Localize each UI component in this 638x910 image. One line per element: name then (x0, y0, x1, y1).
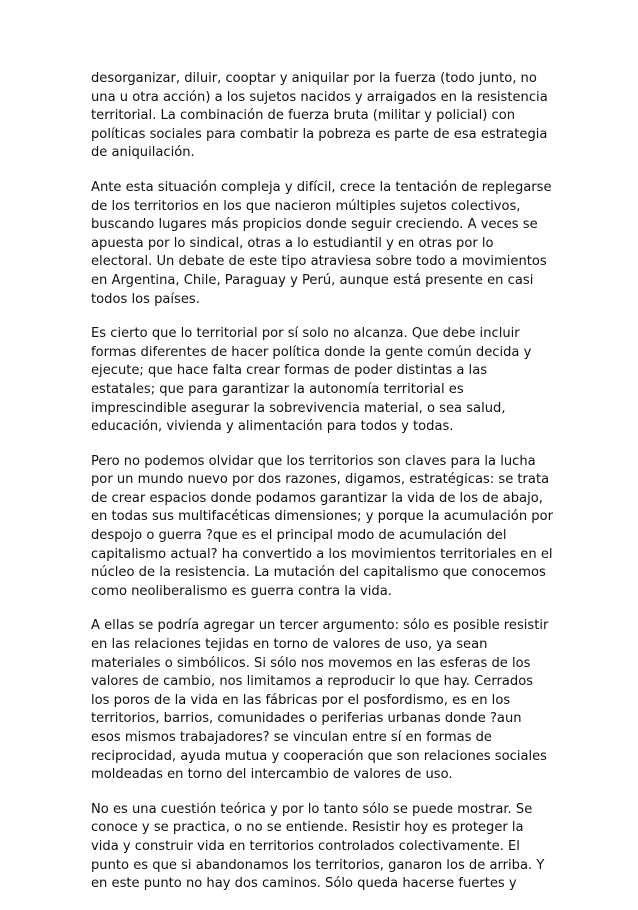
text-line: valores de cambio, nos limitamos a reproducir lo que hay. Cerrados (91, 674, 534, 690)
paragraph-4 (91, 453, 553, 602)
text-line: materiales o simbólicos. Si sólo nos movemos en las esferas de los (91, 655, 531, 671)
text-line: punto es que si abandonamos los territorios, ganaron los de arriba. Y (91, 857, 545, 873)
paragraph-3 (91, 325, 549, 437)
text-line: apuesta por lo sindical, otras a lo estudiantil y en otras por lo (91, 235, 494, 251)
text-line: A ellas se podría agregar un tercer argumento: sólo es posible resistir (91, 618, 549, 634)
text-line: formas diferentes de hacer política donde la gente común decida y (91, 344, 532, 360)
paragraph-5 (91, 617, 549, 784)
text-line: por un mundo nuevo por dos razones, digamos, estratégicas: se trata (91, 472, 550, 488)
text-line: una u otra acción) a los sujetos nacidos y arraigados en la resistencia (91, 89, 548, 105)
paragraph-1 (91, 70, 549, 163)
text-line: en este punto no hay dos caminos. Sólo queda hacerse fuertes y (91, 876, 517, 892)
text-line: electoral. Un debate de este tipo atraviesa sobre todo a movimientos (91, 254, 547, 270)
text-line: Pero no podemos olvidar que los territorios son claves para la lucha (91, 453, 536, 469)
text-line: de crear espacios donde podamos garantizar la vida de los de abajo, (91, 490, 543, 506)
text-line: políticas sociales para combatir la pobreza es parte de esa estrategia (91, 126, 548, 142)
text-line: estatales; que para garantizar la autonomía territorial es (91, 381, 464, 397)
text-line: territorios, barrios, comunidades o periferias urbanas donde ?aun (91, 711, 522, 727)
text-line: desorganizar, diluir, cooptar y aniquilar por la fuerza (todo junto, no (91, 71, 537, 86)
text-line: de aniquilación. (91, 145, 195, 161)
text-line: de los territorios en los que nacieron múltiples sujetos colectivos, (91, 198, 521, 214)
paragraph-2 (91, 179, 552, 309)
text-line: todos los países. (91, 291, 200, 307)
text-line: esos mismos trabajadores? se vinculan entre sí en formas de (91, 730, 492, 745)
text-line: territorial. La combinación de fuerza bruta (militar y policial) con (91, 108, 516, 124)
paragraph-6 (91, 801, 549, 894)
text-line: capitalismo actual? ha convertido a los movimientos territoriales en el (91, 546, 553, 562)
text-line: en Argentina, Chile, Paraguay y Perú, aunque está presente en casi (91, 272, 534, 288)
text-line: núcleo de la resistencia. La mutación del capitalismo que conocemos (91, 565, 546, 581)
text-line: vida y construir vida en territorios controlados colectivamente. El (91, 838, 520, 854)
text-line: No es una cuestión teórica y por lo tanto sólo se puede mostrar. Se (91, 801, 533, 817)
text-line: conoce y se practica, o no se entiende. Resistir hoy es proteger la (91, 820, 524, 836)
text-line: moldeadas en torno del intercambio de valores de uso. (91, 767, 453, 783)
text-line: Ante esta situación compleja y difícil, crece la tentación de replegarse (91, 179, 552, 195)
text-line: ejecute; que hace falta crear formas de poder distintas a las (91, 363, 488, 379)
text-line: los poros de la vida en las fábricas por el posfordismo, es en los (91, 692, 511, 708)
text-line: en todas sus multifacéticas dimensiones; y porque la acumulación por (91, 509, 553, 525)
text-line: buscando lugares más propicios donde seguir creciendo. A veces se (91, 217, 538, 233)
text-line: despojo o guerra ?que es el principal modo de acumulación del (91, 528, 507, 544)
text-line: Es cierto que lo territorial por sí solo no alcanza. Que debe incluir (91, 326, 520, 342)
text-line: educación, vivienda y alimentación para todos y todas. (91, 419, 454, 435)
document-page (91, 70, 553, 910)
text-line: imprescindible asegurar la sobrevivencia material, o sea salud, (91, 400, 506, 416)
text-line: en las relaciones tejidas en torno de valores de uso, ya sean (91, 637, 488, 653)
text-line: reciprocidad, ayuda mutua y cooperación que son relaciones sociales (91, 748, 547, 764)
text-line: como neoliberalismo es guerra contra la vida. (91, 583, 392, 599)
